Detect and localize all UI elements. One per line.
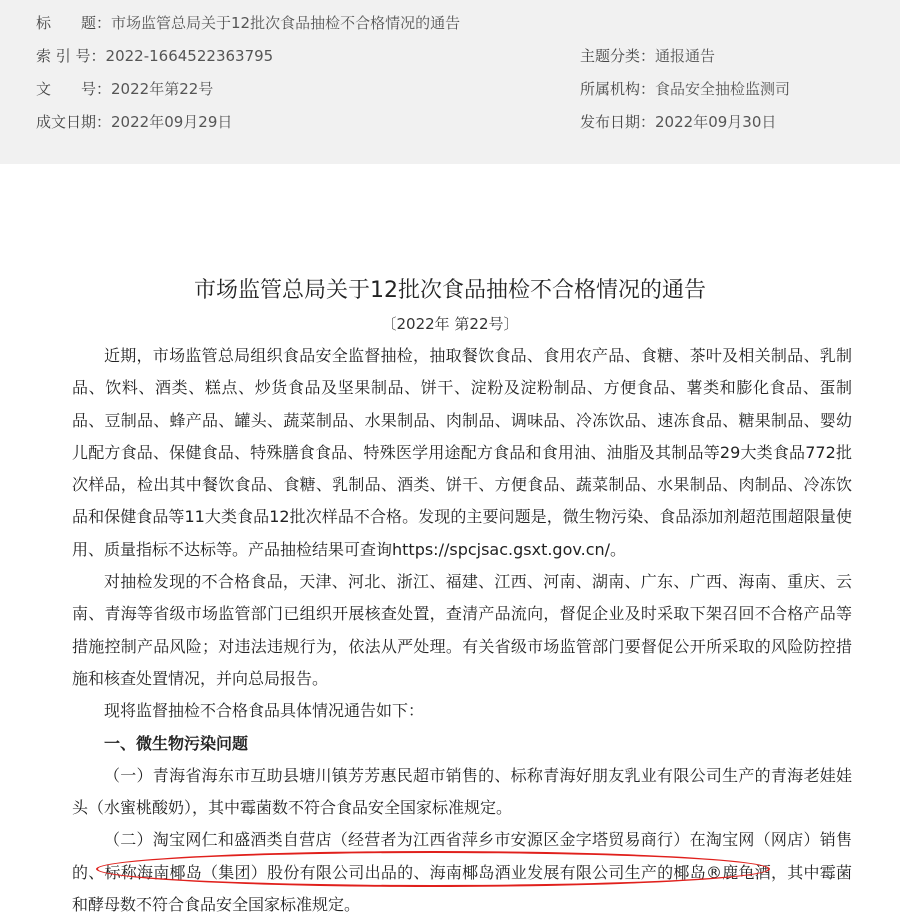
meta-docnum-label: 文 号： — [36, 80, 112, 98]
red-highlight-oval — [96, 851, 770, 887]
section-heading-microbial: 一、微生物污染问题 — [104, 733, 249, 753]
meta-title-value: 市场监管总局关于12批次食品抽检不合格情况的通告 — [111, 14, 461, 32]
paragraph-intro: 近期，市场监管总局组织食品安全监督抽检，抽取餐饮食品、食用农产品、食糖、茶叶及相关制品、乳制品、饮料、酒类、糕点、炒货食品及坚果制品、饼干、淀粉及淀粉制品、方便食品、薯类和膨化食品、蛋制品、豆制品、蜂产品、罐头、蔬菜制品、水果制品、肉制品、调味品、冷冻饮品、速冻食品、糖果制品、婴幼儿配方食品、保健食品、特殊膳食食品、特殊医学用途配方食品和食用油、油脂及其制品等29大类食品772批次样品，检出其中餐饮食品、食糖、乳制品、酒类、饼干、方便食品、蔬菜制品、水果制品、肉制品、冷冻饮品和保健食品等11大类食品12批次样品不合格。发现的主要问题是，微生物污染、食品添加剂超范围超限量使用、质量指标不达标等。产品抽检结果可查询https://spcjsac.gsxt.gov.cn/。 — [72, 346, 852, 559]
meta-docnum-row — [36, 79, 213, 99]
meta-category-label: 主题分类： — [580, 47, 656, 65]
meta-agency-value: 食品安全抽检监测司 — [655, 80, 791, 98]
paragraph-item-1: （一）青海省海东市互助县塘川镇芳芳惠民超市销售的、标称青海好朋友乳业有限公司生产的青海老娃娃头（水蜜桃酸奶），其中霉菌数不符合食品安全国家标准规定。 — [72, 765, 852, 818]
meta-written-date-value: 2022年09月29日 — [111, 113, 233, 131]
paragraph-notice: 现将监督抽检不合格食品具体情况通告如下： — [104, 701, 425, 721]
meta-docnum-value: 2022年第22号 — [111, 80, 214, 98]
meta-agency-row — [580, 79, 790, 99]
document-title: 市场监管总局关于12批次食品抽检不合格情况的通告 — [194, 278, 706, 303]
document-body — [72, 340, 852, 921]
meta-published-date-label: 发布日期： — [580, 113, 656, 131]
paragraph-handling: 对抽检发现的不合格食品，天津、河北、浙江、福建、江西、河南、湖南、广东、广西、海南、重庆、云南、青海等省级市场监管部门已组织开展核查处置，查清产品流向，督促企业及时采取下架召回不合格产品等措施控制产品风险；对违法违规行为，依法从严处理。有关省级市场监管部门要督促公开所采取的风险防控措施和核查处置情况，并向总局报告。 — [72, 572, 852, 688]
meta-title-label: 标 题： — [36, 14, 112, 32]
meta-written-date-row — [36, 112, 232, 132]
paragraph-item-2: （二）淘宝网仁和盛酒类自营店（经营者为江西省萍乡市安源区金字塔贸易商行）在淘宝网（网店）销售的、标称海南椰岛（集团）股份有限公司出品的、海南椰岛酒业发展有限公司生产的椰岛®鹿龟酒，其中霉菌和酵母数不符合食品安全国家标准规定。 — [72, 830, 852, 915]
meta-index-label: 索 引 号： — [36, 47, 106, 65]
meta-written-date-label: 成文日期： — [36, 113, 112, 131]
meta-category-value: 通报通告 — [655, 47, 716, 65]
document-metadata-panel — [0, 0, 900, 164]
meta-published-date-row — [580, 112, 776, 132]
meta-published-date-value: 2022年09月30日 — [655, 113, 777, 131]
meta-title-row — [36, 13, 460, 33]
meta-index-value: 2022-1664522363795 — [105, 47, 274, 65]
document-number: 〔2022年 第22号〕 — [381, 315, 519, 333]
meta-index-row — [36, 46, 273, 66]
meta-agency-label: 所属机构： — [580, 80, 656, 98]
meta-category-row — [580, 46, 715, 66]
